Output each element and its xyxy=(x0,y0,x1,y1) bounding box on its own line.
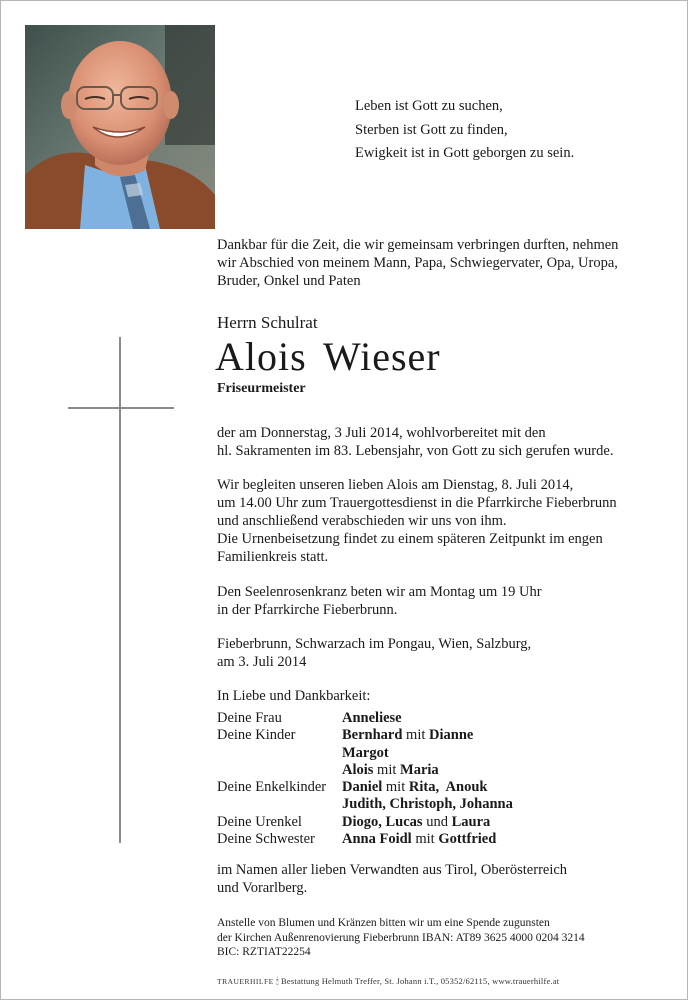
relative-name: Alois xyxy=(342,761,374,778)
text-line: am 3. Juli 2014 xyxy=(217,654,307,670)
relative-row xyxy=(217,831,513,848)
quote-line: Sterben ist Gott zu finden, xyxy=(355,121,508,138)
relative-name: Anneliese xyxy=(342,710,402,726)
relative-label: Deine Enkelkinder xyxy=(217,779,327,796)
text-line: und anschließend verabschieden wir uns von ihm. xyxy=(217,513,507,529)
text-line: in der Pfarrkirche Fieberbrunn. xyxy=(217,602,398,618)
relative-row xyxy=(217,727,513,744)
relative-name: Diogo, Lucas xyxy=(342,813,423,830)
name-prefix: Herrn Schulrat xyxy=(217,313,318,332)
relative-name: Margot xyxy=(342,744,389,761)
relative-name: Gottfried xyxy=(438,831,497,848)
relative-row xyxy=(217,796,513,813)
footer-brand: TRAUERHILFE xyxy=(217,977,274,986)
closing-text xyxy=(217,861,567,897)
relative-name: Maria xyxy=(400,761,439,778)
relative-joiner: mit xyxy=(377,761,397,778)
place-date xyxy=(217,635,531,671)
relative-row xyxy=(217,745,513,762)
text-line: BIC: RZTIAT22254 xyxy=(217,946,311,958)
donation-note xyxy=(217,916,585,960)
relative-row xyxy=(217,762,513,779)
text-line: Bruder, Onkel und Paten xyxy=(217,273,361,289)
death-notice-paragraph xyxy=(217,424,613,460)
relative-name: Judith, Christoph, Johanna xyxy=(342,796,513,813)
relative-label: Deine Frau xyxy=(217,710,282,726)
relative-label: Deine Urenkel xyxy=(217,813,302,830)
text-line: um 14.00 Uhr zum Trauergottesdienst in die Pfarrkirche Fieberbrunn xyxy=(217,495,617,511)
love-heading: In Liebe und Dankbarkeit: xyxy=(217,688,371,704)
funeral-paragraph xyxy=(217,476,617,566)
text-line: wir Abschied von meinem Mann, Papa, Schwiegervater, Opa, Uropa, xyxy=(217,255,618,271)
cross-icon xyxy=(119,337,121,843)
text-line: Dankbar für die Zeit, die wir gemeinsam verbringen durften, nehmen xyxy=(217,237,619,253)
relative-name: Anna Foidl xyxy=(342,831,412,848)
relative-name: Rita, Anouk xyxy=(408,779,488,796)
intro-text xyxy=(217,236,667,290)
memorial-quote xyxy=(355,95,574,166)
footer xyxy=(217,976,559,987)
text-line: der am Donnerstag, 3 Juli 2014, wohlvorbereitet mit den xyxy=(217,425,546,441)
relative-joiner: mit xyxy=(415,831,435,848)
text-line: Anstelle von Blumen und Kränzen bitten wir um eine Spende zugunsten xyxy=(217,917,550,929)
text-line: Wir begleiten unseren lieben Alois am Dienstag, 8. Juli 2014, xyxy=(217,477,574,493)
relatives-list xyxy=(217,710,513,848)
portrait-photo xyxy=(25,25,215,229)
rosary-paragraph xyxy=(217,583,542,619)
text-line: Familienkreis statt. xyxy=(217,549,329,565)
text-line: und Vorarlberg. xyxy=(217,880,308,896)
occupation: Friseurmeister xyxy=(217,381,306,396)
text-line: Den Seelenrosenkranz beten wir am Montag um 19 Uhr xyxy=(217,584,542,600)
relative-name: Daniel xyxy=(342,779,383,796)
text-line: der Kirchen Außenrenovierung Fieberbrunn IBAN: AT89 3625 4000 0204 3214 xyxy=(217,931,585,944)
text-line: Die Urnenbeisetzung findet zu einem späteren Zeitpunkt im engen xyxy=(217,531,603,547)
relative-joiner: mit xyxy=(406,727,426,744)
text-line: hl. Sakramenten im 83. Lebensjahr, von Gott zu sich gerufen wurde. xyxy=(217,443,614,459)
quote-line: Leben ist Gott zu suchen, xyxy=(355,98,503,114)
text-line: im Namen aller lieben Verwandten aus Tirol, Oberösterreich xyxy=(217,862,568,878)
relative-row xyxy=(217,814,513,831)
relative-name: Bernhard xyxy=(342,727,403,744)
cross-icon-bar xyxy=(68,407,174,409)
quote-line: Ewigkeit ist in Gott geborgen zu sein. xyxy=(355,145,575,161)
relative-name: Laura xyxy=(451,813,491,830)
relative-joiner: und xyxy=(426,813,448,830)
text-line: Fieberbrunn, Schwarzach im Pongau, Wien, Salzburg, xyxy=(217,636,532,652)
relative-joiner: mit xyxy=(385,779,406,796)
relative-label: Deine Schwester xyxy=(217,831,315,848)
relative-label: Deine Kinder xyxy=(217,727,296,744)
deceased-name: Alois Wieser xyxy=(215,334,441,379)
footer-text: Bestattung Helmuth Treffer, St. Johann i.T., 05352/62115, www.trauerhilfe.at xyxy=(281,976,560,986)
candle-icon: 🕯︎ xyxy=(276,976,279,986)
relative-name: Dianne xyxy=(429,727,474,744)
relative-row xyxy=(217,710,513,727)
portrait-image xyxy=(25,25,215,229)
relative-row xyxy=(217,779,513,796)
